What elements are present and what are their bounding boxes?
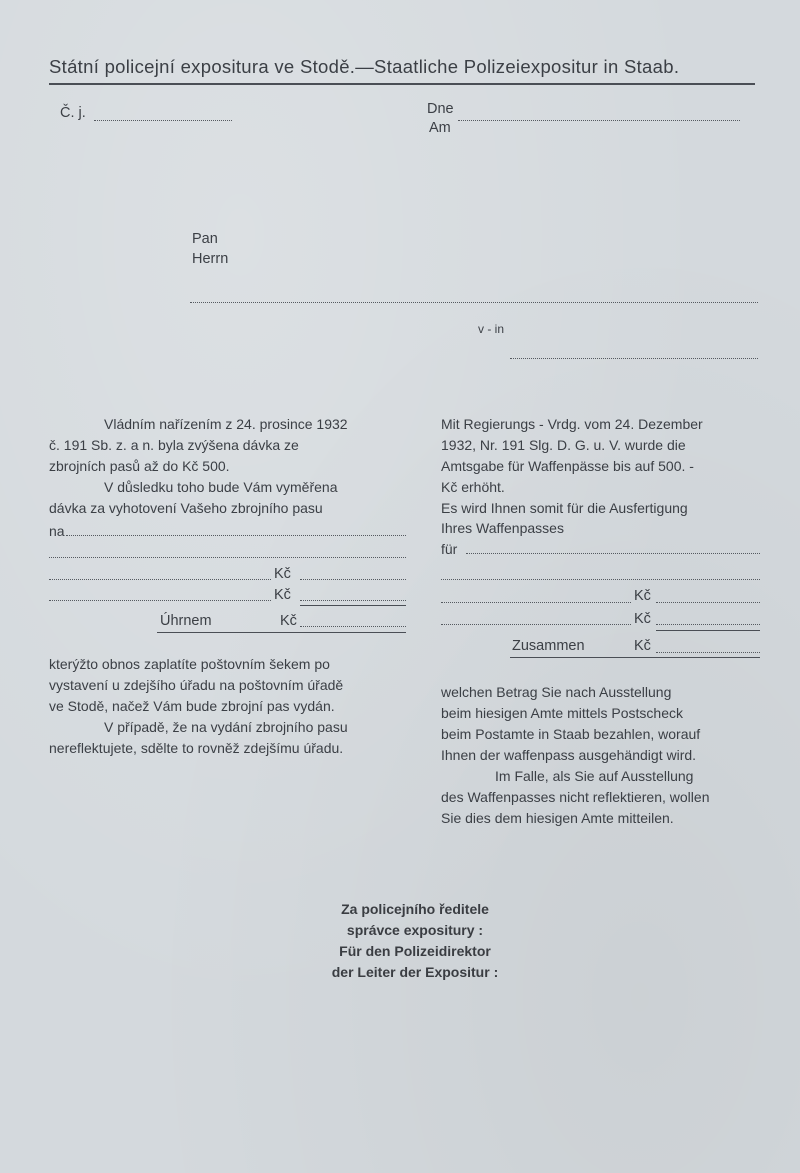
title-rule bbox=[49, 83, 755, 85]
cz-item-2-field[interactable] bbox=[49, 600, 271, 601]
cz-item-1-field[interactable] bbox=[49, 579, 271, 580]
cz-para2-line-1: kterýžto obnos zaplatíte poštovním šekem po bbox=[49, 656, 330, 672]
cz-line-3: zbrojních pasů až do Kč 500. bbox=[49, 458, 230, 474]
de-para2-line-1: welchen Betrag Sie nach Ausstellung bbox=[441, 684, 672, 700]
form-title: Státní policejní expositura ve Stodě.—Staatliche Polizeiexpositur in Staab. bbox=[49, 56, 680, 77]
am-label: Am bbox=[429, 120, 451, 136]
de-para2-line-3: beim Postamte in Staab bezahlen, worauf bbox=[441, 726, 701, 742]
cz-amount-1-field[interactable] bbox=[300, 579, 406, 580]
de-line-2: 1932, Nr. 191 Slg. D. G. u. V. wurde die bbox=[441, 437, 686, 453]
pan-label: Pan bbox=[192, 231, 218, 247]
de-para2-line-4: Ihnen der waffenpass ausgehändigt wird. bbox=[441, 747, 697, 763]
herrn-label: Herrn bbox=[192, 251, 229, 267]
cz-total-label: Úhrnem bbox=[160, 613, 212, 629]
cz-kc-label-1: Kč bbox=[274, 566, 291, 582]
de-kc-label-1: Kč bbox=[634, 588, 651, 604]
cz-kc-label-3: Kč bbox=[280, 613, 297, 629]
signature-line-1: Za policejního ředitele bbox=[341, 901, 489, 917]
de-total-label: Zusammen bbox=[512, 638, 585, 654]
cz-line-4: V důsledku toho bude Vám vyměřena bbox=[104, 479, 338, 495]
cz-amount-2-field[interactable] bbox=[300, 600, 406, 601]
de-line-5: Es wird Ihnen somit für die Ausfertigung bbox=[441, 500, 688, 516]
cz-na-label: na bbox=[49, 523, 65, 539]
cz-total-rule bbox=[157, 632, 406, 633]
de-kc-label-2: Kč bbox=[634, 611, 651, 627]
cz-para2-line-3: ve Stodě, načež Vám bude zbrojní pas vydán. bbox=[49, 698, 335, 714]
de-item-1-field[interactable] bbox=[441, 602, 631, 603]
cz-para2-line-2: vystavení u zdejšího úřadu na poštovním úřadě bbox=[49, 677, 344, 693]
cz-kc-label-2: Kč bbox=[274, 587, 291, 603]
de-para3-line-1: Im Falle, als Sie auf Ausstellung bbox=[495, 768, 694, 784]
de-fur-field[interactable] bbox=[466, 553, 760, 554]
de-amount-1-field[interactable] bbox=[656, 602, 760, 603]
cz-na-field[interactable] bbox=[66, 535, 406, 536]
cz-para3-line-1: V případě, že na vydání zbrojního pasu bbox=[104, 719, 348, 735]
de-para2-line-2: beim hiesigen Amte mittels Postscheck bbox=[441, 705, 683, 721]
cz-para3-line-2: nereflektujete, sdělte to rovněž zdejšímu úřadu. bbox=[49, 740, 344, 756]
de-fur-label: für bbox=[441, 541, 458, 557]
recipient-name-field[interactable] bbox=[190, 302, 758, 303]
de-line-4: Kč erhöht. bbox=[441, 479, 505, 495]
recipient-place-field[interactable] bbox=[510, 358, 758, 359]
cj-label: Č. j. bbox=[60, 105, 86, 121]
dne-label: Dne bbox=[427, 101, 454, 117]
de-total-field[interactable] bbox=[656, 652, 760, 653]
de-line-1: Mit Regierungs - Vrdg. vom 24. Dezember bbox=[441, 416, 703, 432]
cz-purpose-field[interactable] bbox=[49, 557, 406, 558]
de-line-3: Amtsgabe für Waffenpässe bis auf 500. - bbox=[441, 458, 694, 474]
cz-line-2: č. 191 Sb. z. a n. byla zvýšena dávka ze bbox=[49, 437, 299, 453]
cj-field[interactable] bbox=[94, 120, 232, 121]
signature-line-3: Für den Polizeidirektor bbox=[339, 943, 491, 959]
de-para3-line-2: des Waffenpasses nicht reflektieren, wollen bbox=[441, 789, 710, 805]
cz-line-1: Vládním nařízením z 24. prosince 1932 bbox=[104, 416, 348, 432]
v-in-label: v - in bbox=[478, 322, 505, 336]
de-sum-rule bbox=[656, 630, 760, 631]
de-kc-label-3: Kč bbox=[634, 638, 651, 654]
cz-line-5: dávka za vyhotovení Vašeho zbrojního pasu bbox=[49, 500, 323, 516]
de-total-rule bbox=[510, 657, 760, 658]
de-amount-2-field[interactable] bbox=[656, 624, 760, 625]
cz-total-field[interactable] bbox=[300, 626, 406, 627]
cz-sum-rule bbox=[300, 605, 406, 606]
signature-line-4: der Leiter der Expositur : bbox=[331, 964, 499, 980]
date-field[interactable] bbox=[458, 120, 740, 121]
de-item-2-field[interactable] bbox=[441, 624, 631, 625]
de-line-6: Ihres Waffenpasses bbox=[441, 520, 564, 536]
de-purpose-field[interactable] bbox=[441, 579, 760, 580]
signature-line-2: správce expositury : bbox=[346, 922, 484, 938]
de-para3-line-3: Sie dies dem hiesigen Amte mitteilen. bbox=[441, 810, 674, 826]
